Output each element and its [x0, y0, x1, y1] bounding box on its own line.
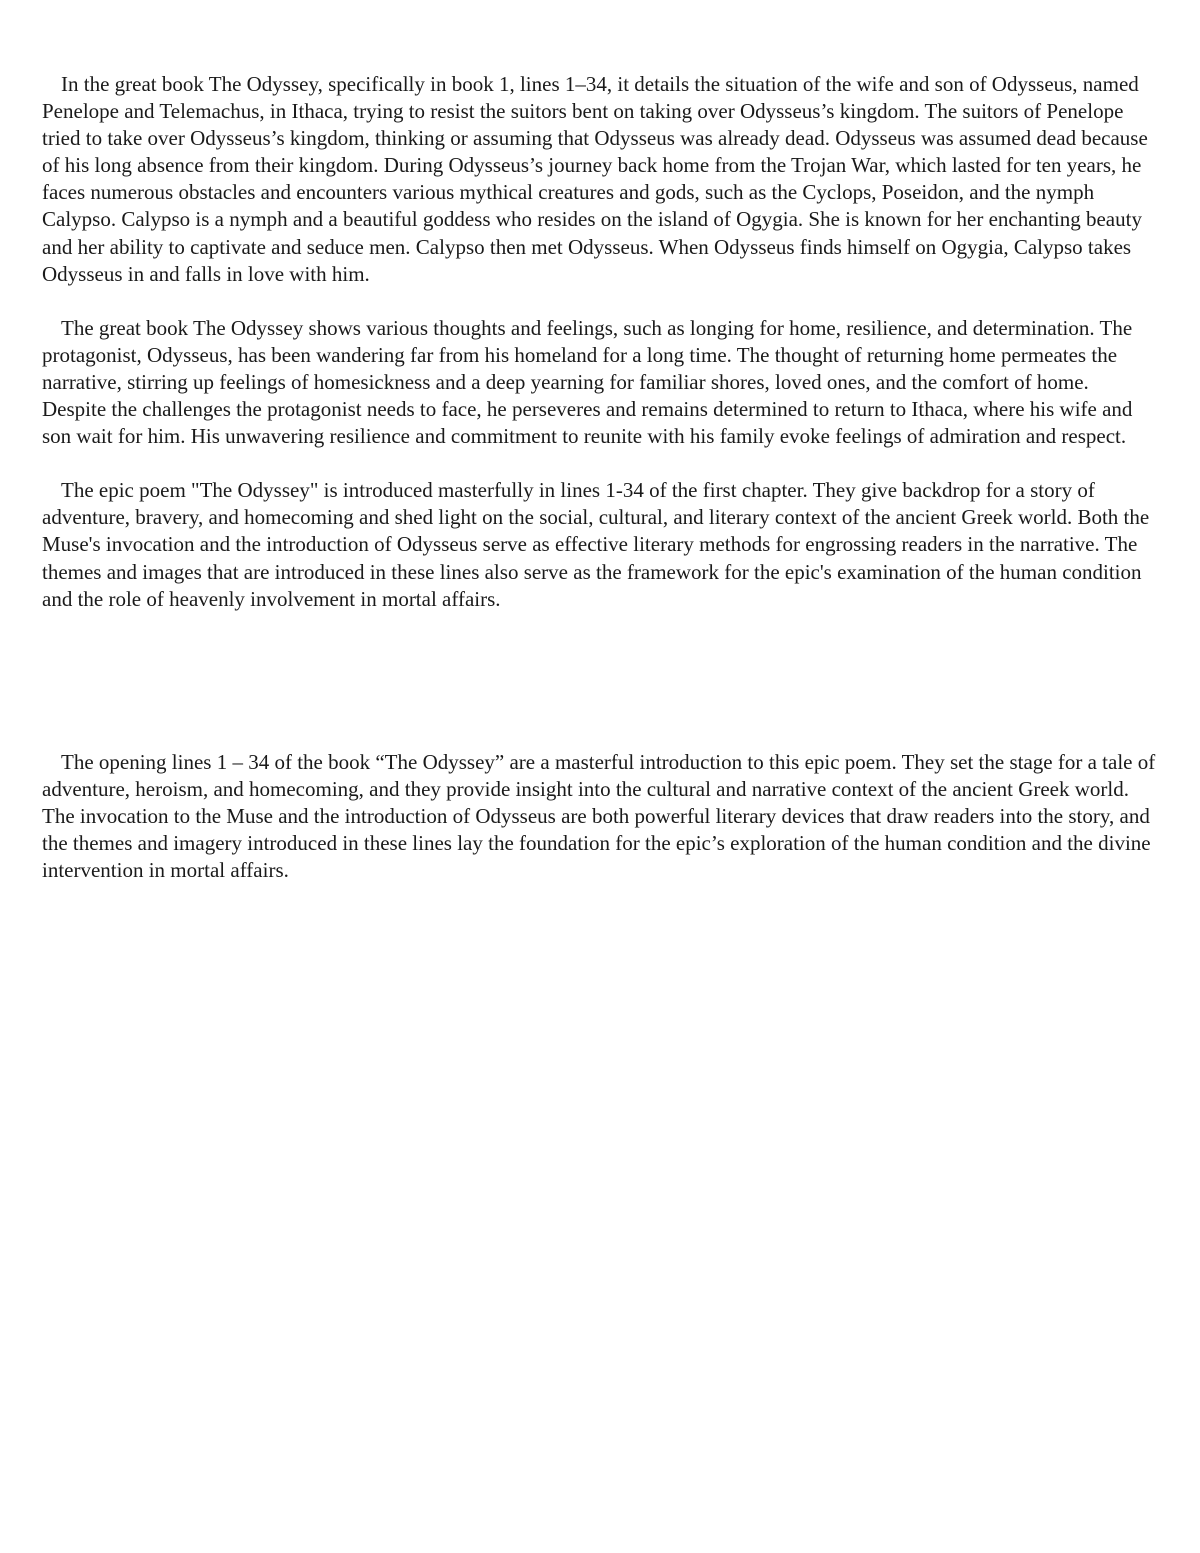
paragraph-4: The opening lines 1 – 34 of the book “The Odyssey” are a masterful introduction to this epic poem. They set the stage for a tale of adventure, heroism, and homecoming, and they provide insight into the cultural and narrative context of the ancient Greek world. The invocation to the Muse and the introduction of Odysseus are both powerful literary devices that draw readers into the story, and the themes and imagery introduced in these lines lay the foundation for the epic’s exploration of the human condition and the divine intervention in mortal affairs.: [42, 749, 1156, 883]
paragraph-3: The epic poem "The Odyssey" is introduced masterfully in lines 1-34 of the first chapter. They give backdrop for a story of adventure, bravery, and homecoming and shed light on the social, cultural, and literary context of the ancient Greek world. Both the Muse's invocation and the introduction of Odysseus serve as effective literary methods for engrossing readers in the narrative. The themes and images that are introduced in these lines also serve as the framework for the epic's examination of the human condition and the role of heavenly involvement in mortal affairs.: [42, 478, 1150, 611]
document-page: [42, 71, 1158, 884]
paragraph-2: The great book The Odyssey shows various thoughts and feelings, such as longing for home, resilience, and determination. The protagonist, Odysseus, has been wandering far from his homeland for a long time. The thought of returning home permeates the narrative, stirring up feelings of homesickness and a deep yearning for familiar shores, loved ones, and the comfort of home. Despite the challenges the protagonist needs to face, he perseveres and remains determined to return to Ithaca, where his wife and son wait for him. His unwavering resilience and commitment to reunite with his family evoke feelings of admiration and respect.: [42, 315, 1133, 449]
paragraph-1: In the great book The Odyssey, specifically in book 1, lines 1–34, it details the situation of the wife and son of Odysseus, named Penelope and Telemachus, in Ithaca, trying to resist the suitors bent on taking over Odysseus’s kingdom. The suitors of Penelope tried to take over Odysseus’s kingdom, thinking or assuming that Odysseus was already dead. Odysseus was assumed dead because of his long absence from their kingdom. During Odysseus’s journey back home from the Trojan War, which lasted for ten years, he faces numerous obstacles and encounters various mythical creatures and gods, such as the Cyclops, Poseidon, and the nymph Calypso. Calypso is a nymph and a beautiful goddess who resides on the island of Ogygia. She is known for her enchanting beauty and her ability to captivate and seduce men. Calypso then met Odysseus. When Odysseus finds himself on Ogygia, Calypso takes Odysseus in and falls in love with him.: [42, 72, 1148, 286]
